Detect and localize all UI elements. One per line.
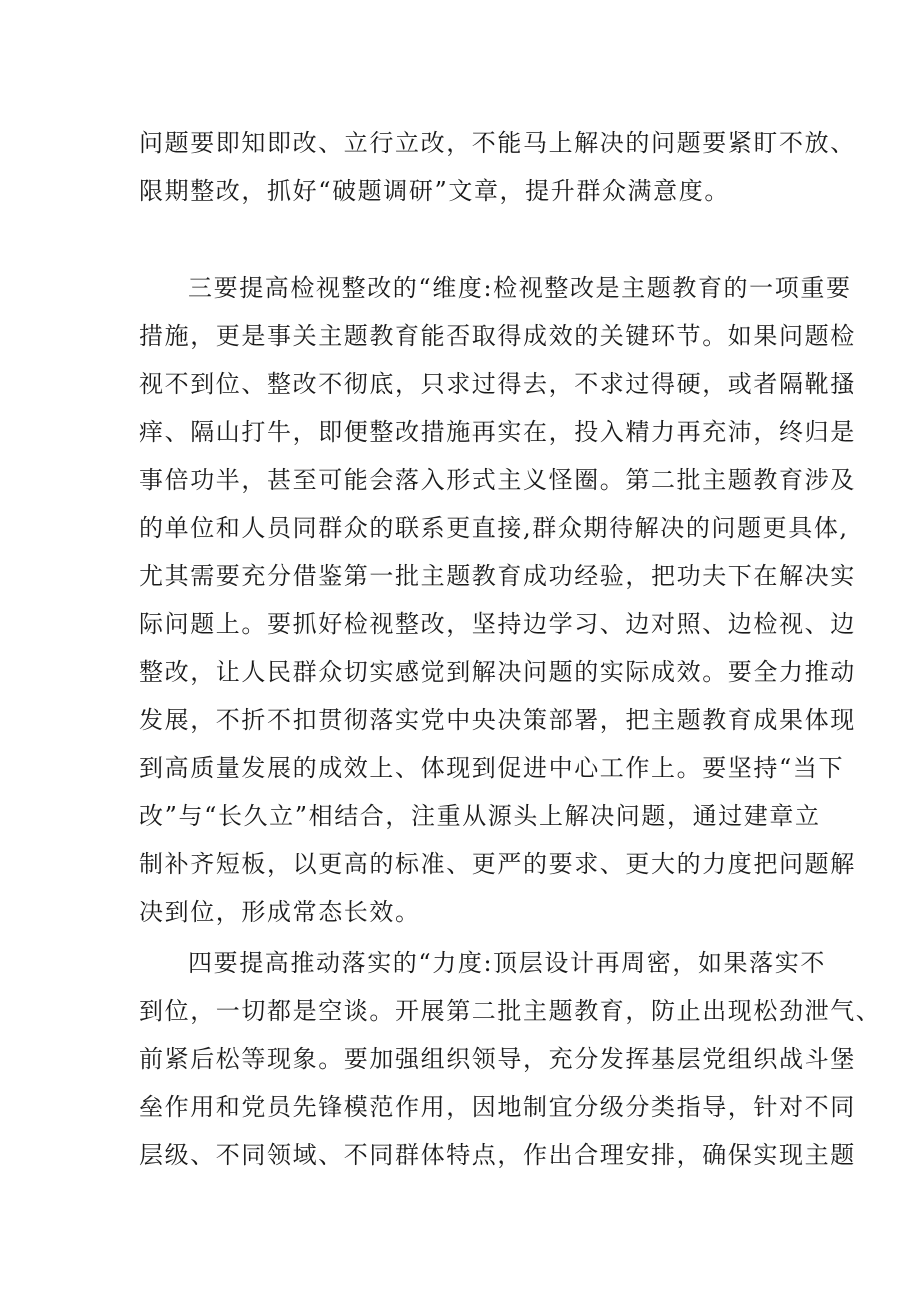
text-line: 整改，让人民群众切实感觉到解决问题的实际成效。要全力推动 — [139, 658, 856, 686]
text-line: 措施，更是事关主题教育能否取得成效的关键环节。如果问题检 — [139, 322, 856, 350]
text-line: 到高质量发展的成效上、体现到促进中心工作上。要坚持“当下 — [139, 754, 845, 782]
text-line: 到位，一切都是空谈。开展第二批主题教育，防止出现松劲泄气、 — [139, 997, 882, 1025]
text-line: 问题要即知即改、立行立改，不能马上解决的问题要紧盯不放、 — [139, 129, 856, 157]
text-line: 三要提高检视整改的“维度:检视整改是主题教育的一项重要 — [188, 274, 852, 302]
text-line: 四要提高推动落实的“力度:顶层设计再周密，如果落实不 — [188, 949, 826, 977]
text-line: 的单位和人员同群众的联系更直接,群众期待解决的问题更具体, — [139, 514, 849, 542]
text-line: 事倍功半，甚至可能会落入形式主义怪圈。第二批主题教育涉及 — [139, 466, 856, 494]
text-line: 决到位，形成常态长效。 — [139, 898, 421, 926]
text-line: 垒作用和党员先锋模范作用，因地制宜分级分类指导，针对不同 — [139, 1093, 856, 1121]
text-line: 发展，不折不扣贯彻落实党中央决策部署，把主题教育成果体现 — [139, 706, 856, 734]
text-line: 视不到位、整改不彻底，只求过得去，不求过得硬，或者隔靴搔 — [139, 370, 856, 398]
text-line: 尤其需要充分借鉴第一批主题教育成功经验，把功夫下在解决实 — [139, 562, 856, 590]
text-line: 痒、隔山打牛，即便整改措施再实在，投入精力再充沛，终归是 — [139, 418, 856, 446]
text-line: 限期整改，抓好“破题调研”文章，提升群众满意度。 — [139, 177, 730, 205]
text-line: 改”与“长久立”相结合，注重从源头上解决问题，通过建章立 — [139, 802, 821, 830]
text-line: 层级、不同领域、不同群体特点，作出合理安排，确保实现主题 — [139, 1141, 856, 1169]
text-line: 际问题上。要抓好检视整改，坚持边学习、边对照、边检视、边 — [139, 610, 856, 638]
text-line: 制补齐短板，以更高的标准、更严的要求、更大的力度把问题解 — [139, 850, 856, 878]
text-line: 前紧后松等现象。要加强组织领导，充分发挥基层党组织战斗堡 — [139, 1045, 856, 1073]
